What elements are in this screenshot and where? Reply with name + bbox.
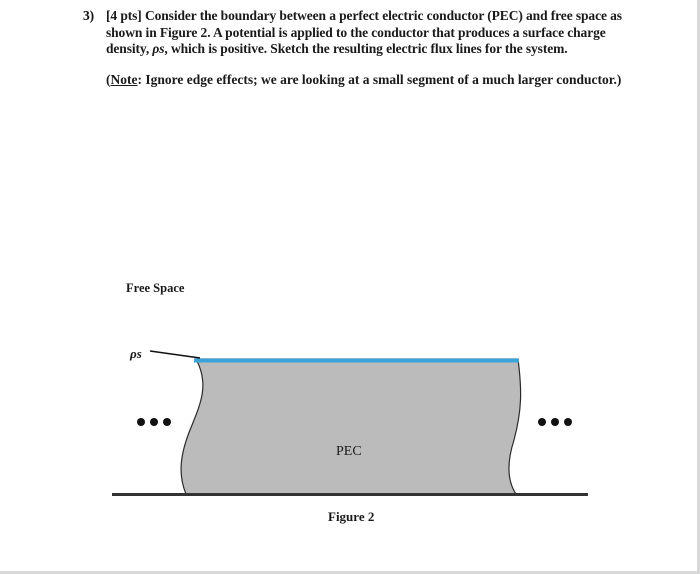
dot [150,418,158,426]
dot [551,418,559,426]
rho-symbol: ρs [152,41,165,56]
question-line-3a: density, [106,41,153,56]
continuation-dots-right [538,418,572,426]
dot [538,418,546,426]
note-open-paren: ( [106,72,111,87]
question-line-3b: , which is positive. Sketch the resulting electric flux lines for the system. [164,41,568,56]
note-label: Note [110,72,138,87]
pec-conductor [181,359,521,494]
question-line-2: shown in Figure 2. A potential is applied to the conductor that produces a surface charge [106,24,606,40]
question-points: [4 pts] [106,8,142,23]
question-line-1: Consider the boundary between a perfect electric conductor (PEC) and free space as [141,8,622,23]
dot [137,418,145,426]
dot [163,418,171,426]
surface-charge-leader [150,351,200,358]
dot [564,418,572,426]
surface-charge-label: ρs [130,346,142,361]
question-number: 3) [83,8,95,23]
pec-label: PEC [336,444,362,459]
continuation-dots-left [137,418,171,426]
free-space-label: Free Space [126,281,185,295]
figure-caption: Figure 2 [328,509,375,524]
note-text: : Ignore edge effects; we are looking at a small segment of a much larger conductor.) [137,72,622,87]
